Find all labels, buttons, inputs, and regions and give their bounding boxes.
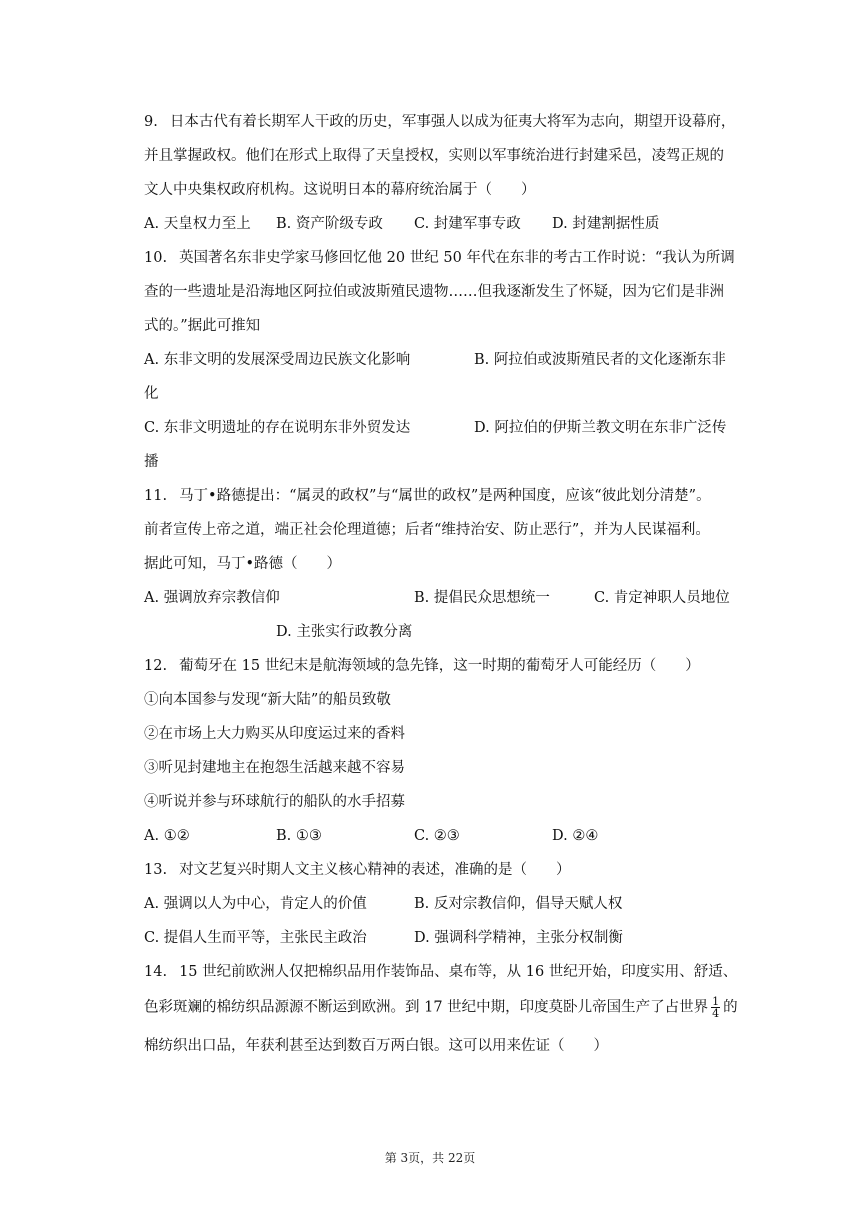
question-text: 葡萄牙在 15 世纪末是航海领域的急先锋，这一时期的葡萄牙人可能经历（ ） <box>179 658 700 674</box>
question-9-line-1 <box>144 112 764 132</box>
option-d[interactable]: D. 阿拉伯的伊斯兰教文明在东非广泛传 <box>474 420 727 436</box>
option-b[interactable]: B. 提倡民众思想统一 <box>414 590 550 606</box>
question-10-line-2: 查的一些遗址是沿海地区阿拉伯或波斯殖民遗物……但我逐渐发生了怀疑，因为它们是非洲 <box>144 284 724 300</box>
option-a[interactable]: A. 强调以人为中心，肯定人的价值 <box>144 896 367 912</box>
option-c[interactable]: C. 肯定神职人员地位 <box>594 590 730 606</box>
question-11-line-3: 据此可知，马丁•路德（ ） <box>144 556 342 572</box>
question-text: 马丁•路德提出：“属灵的政权”与“属世的政权”是两种国度，应该“彼此划分清楚”。 <box>179 488 711 504</box>
question-number: 12. <box>144 658 168 674</box>
option-b[interactable]: B. ①③ <box>276 828 322 844</box>
question-number: 13. <box>144 862 168 878</box>
option-d[interactable]: D. 封建割据性质 <box>552 216 660 232</box>
option-d[interactable]: D. ②④ <box>552 828 599 844</box>
question-text: 日本古代有着长期军人干政的历史，军事强人以成为征夷大将军为志向，期望开设幕府， <box>169 114 736 130</box>
question-number: 10. <box>144 250 168 266</box>
option-a[interactable]: A. 东非文明的发展深受周边民族文化影响 <box>144 352 411 368</box>
question-10-line-3: 式的。”据此可推知 <box>144 318 261 334</box>
option-a[interactable]: A. 天皇权力至上 <box>144 216 251 232</box>
page-footer: 第 3页，共 22页 <box>384 1151 476 1165</box>
question-14-line-3: 棉纺织出口品，年获利甚至达到数百万两白银。这可以用来佐证（ ） <box>144 1038 608 1054</box>
option-b[interactable]: B. 资产阶级专政 <box>276 216 383 232</box>
option-a[interactable]: A. 强调放弃宗教信仰 <box>144 590 280 606</box>
statement-1: ①向本国参与发现“新大陆”的船员致敬 <box>144 692 391 708</box>
statement-4: ④听说并参与环球航行的船队的水手招募 <box>144 794 405 810</box>
question-9-line-3: 文人中央集权政府机构。这说明日本的幕府统治属于（ ） <box>144 182 536 198</box>
question-text: 的 <box>723 999 738 1016</box>
option-d-continuation: 播 <box>144 454 159 470</box>
option-c[interactable]: C. 封建军事专政 <box>414 216 521 232</box>
question-text: 15 世纪前欧洲人仅把棉织品用作装饰品、桌布等，从 16 世纪开始，印度实用、舒适、 <box>179 964 738 980</box>
statement-3: ③听见封建地主在抱怨生活越来越不容易 <box>144 760 405 776</box>
fraction-numerator: 1 <box>712 995 720 1008</box>
option-d[interactable]: D. 主张实行政教分离 <box>276 624 413 640</box>
question-11-line-2: 前者宣传上帝之道，端正社会伦理道德；后者“维持治安、防止恶行”，并为人民谋福利。 <box>144 522 710 538</box>
option-c[interactable]: C. 提倡人生而平等，主张民主政治 <box>144 930 367 946</box>
option-d[interactable]: D. 强调科学精神，主张分权制衡 <box>414 930 623 946</box>
option-a[interactable]: A. ①② <box>144 828 190 844</box>
question-text: 对文艺复兴时期人文主义核心精神的表述，准确的是（ ） <box>179 862 571 878</box>
option-b-continuation: 化 <box>144 386 159 402</box>
question-11-line-1 <box>144 486 764 506</box>
question-text: 英国著名东非史学家马修回忆他 20 世纪 50 年代在东非的考古工作时说：“我认为所调 <box>179 250 735 266</box>
question-text: 色彩斑斓的棉纺织品源源不断运到欧洲。到 17 世纪中期，印度莫卧儿帝国生产了占世界 <box>144 999 709 1016</box>
option-b[interactable]: B. 阿拉伯或波斯殖民者的文化逐渐东非 <box>474 352 726 368</box>
fraction <box>711 996 720 1019</box>
question-number: 9. <box>144 114 158 130</box>
fraction-denominator: 4 <box>712 1007 720 1020</box>
question-14-line-2 <box>144 996 764 1019</box>
question-12-line-1 <box>144 656 764 676</box>
question-9-line-2: 并且掌握政权。他们在形式上取得了天皇授权，实则以军事统治进行封建采邑，凌驾正规的 <box>144 148 724 164</box>
question-13-line-1 <box>144 860 764 880</box>
question-10-line-1 <box>144 248 764 268</box>
option-c[interactable]: C. ②③ <box>414 828 460 844</box>
question-number: 14. <box>144 964 168 980</box>
question-14-line-1 <box>144 962 764 982</box>
statement-2: ②在市场上大力购买从印度运过来的香料 <box>144 726 405 742</box>
option-c[interactable]: C. 东非文明遗址的存在说明东非外贸发达 <box>144 420 411 436</box>
question-number: 11. <box>144 488 168 504</box>
option-b[interactable]: B. 反对宗教信仰，倡导天赋人权 <box>414 896 623 912</box>
